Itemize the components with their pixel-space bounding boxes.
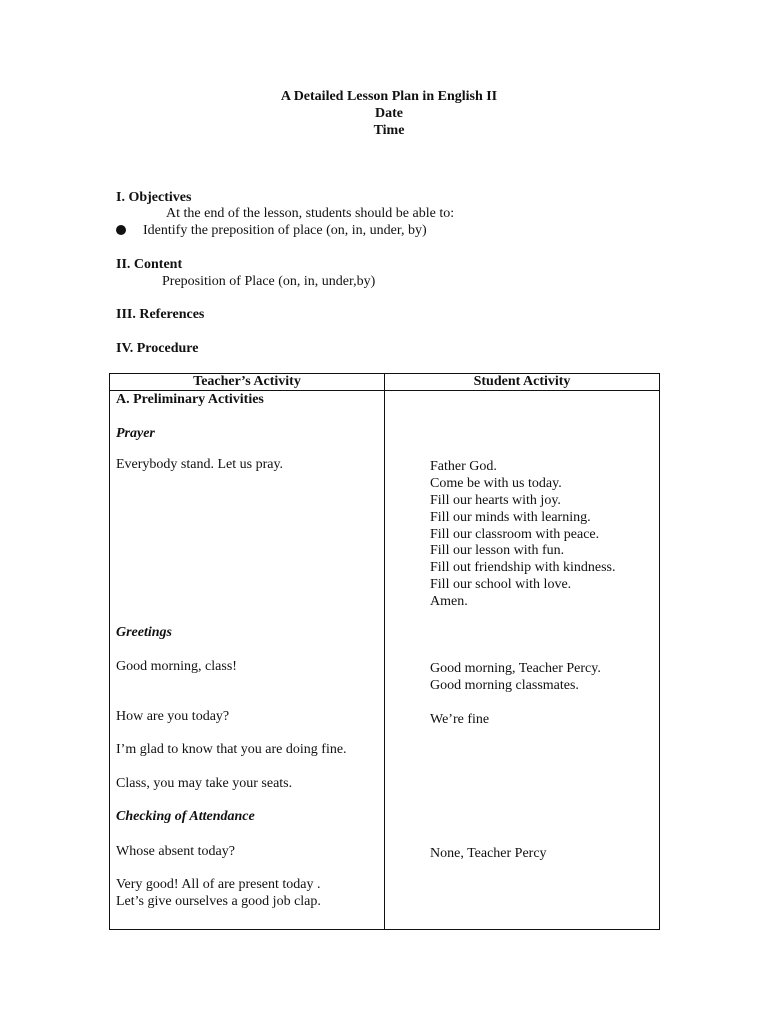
teacher-activity-header: Teacher’s Activity <box>110 374 385 391</box>
content-text: Preposition of Place (on, in, under,by) <box>162 274 376 289</box>
student-activity-header: Student Activity <box>385 374 660 391</box>
objectives-intro: At the end of the lesson, students should be able to: <box>166 206 455 221</box>
time-label: Time <box>373 123 405 138</box>
attendance-teacher-2-line2: Let’s give ourselves a good job clap. <box>116 894 321 909</box>
greetings-title: Greetings <box>116 625 172 640</box>
prayer-line: Amen. <box>430 594 468 609</box>
prayer-line: Father God. <box>430 459 497 474</box>
prayer-teacher-text: Everybody stand. Let us pray. <box>116 457 284 472</box>
prayer-line: Fill our minds with learning. <box>430 510 591 525</box>
references-heading: III. References <box>116 307 205 322</box>
procedure-heading: IV. Procedure <box>116 341 199 356</box>
greetings-student-1b: Good morning classmates. <box>430 678 579 693</box>
objectives-heading: I. Objectives <box>116 190 192 205</box>
section-a-heading: A. Preliminary Activities <box>116 392 264 407</box>
table-header-row <box>110 374 660 391</box>
document-title: A Detailed Lesson Plan in English II <box>280 89 498 104</box>
greetings-teacher-4: Class, you may take your seats. <box>116 776 293 791</box>
attendance-teacher-2-line1: Very good! All of are present today . <box>116 877 321 892</box>
greetings-teacher-1: Good morning, class! <box>116 659 237 674</box>
prayer-title: Prayer <box>116 426 155 441</box>
prayer-line: Come be with us today. <box>430 476 562 491</box>
prayer-line: Fill our lesson with fun. <box>430 543 565 558</box>
teacher-activity-cell <box>110 391 385 930</box>
bullet-icon <box>116 225 126 235</box>
attendance-student-1: None, Teacher Percy <box>430 846 547 861</box>
student-activity-cell <box>385 391 660 930</box>
date-label: Date <box>375 106 403 121</box>
attendance-title: Checking of Attendance <box>116 809 255 824</box>
procedure-table <box>109 373 660 930</box>
greetings-teacher-2: How are you today? <box>116 709 230 724</box>
greetings-student-2: We’re fine <box>430 712 490 727</box>
attendance-teacher-1: Whose absent today? <box>116 844 235 859</box>
greetings-student-1a: Good morning, Teacher Percy. <box>430 661 601 676</box>
table-body-row <box>110 391 660 930</box>
objective-item: Identify the preposition of place (on, in, under, by) <box>143 223 427 238</box>
prayer-line: Fill our school with love. <box>430 577 572 592</box>
content-heading: II. Content <box>116 257 183 272</box>
prayer-line: Fill our classroom with peace. <box>430 527 600 542</box>
greetings-teacher-3: I’m glad to know that you are doing fine. <box>116 742 347 757</box>
prayer-line: Fill our hearts with joy. <box>430 493 561 508</box>
prayer-line: Fill out friendship with kindness. <box>430 560 616 575</box>
